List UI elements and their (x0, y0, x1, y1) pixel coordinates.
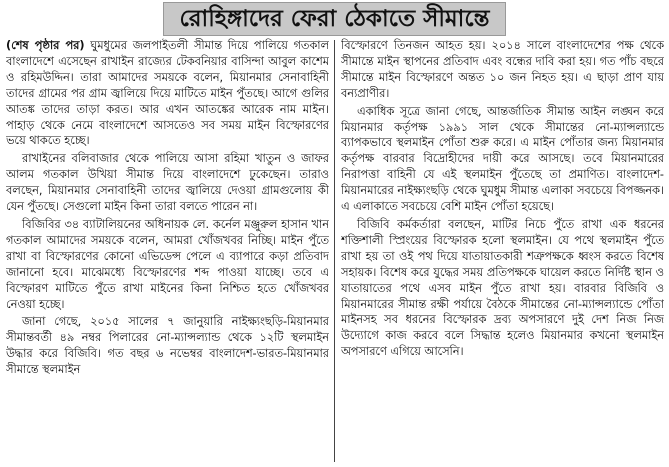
article-column-left (6, 38, 329, 463)
article-paragraph (6, 38, 329, 149)
headline: রোহিঙ্গাদের ফেরা ঠেকাতে সীমান্তে (163, 2, 507, 36)
article-paragraph: বিস্ফোরণে তিনজন আহত হয়। ২০১৪ সালে বাংলাদেশের পক্ষ থেকে সীমান্তে মাইন স্থাপনের প্রতিবাদ এবং বন্ধের দাবি করা হয়। গত পাঁচ বছরে সীমান্তে মাইন বিস্ফোরণে অন্তত ১০ জন নিহত হয়। এ ছাড়া প্রাণ যায় বন্যপ্রাণীর। (341, 39, 664, 100)
continuation-label: (শেষ পৃষ্ঠার পর) (6, 39, 85, 52)
paragraph-text: ঘুমধুমের জলপাইতলী সীমান্ত দিয়ে পালিয়ে গতকাল বাংলাদেশে এসেছেন রাখাইন রাজ্যের টেকবনিয়ার বাসিন্দা আবুল কাশেম ও রহিমউদ্দিন। তারা আমাদের সময়কে বলেন, মিয়ানমার সেনাবাহিনী তাদের গ্রামের পর গ্রাম জ্বালিয়ে দিয়ে মাটিতে মাইন পুঁতছে। আগে গুলির আতঙ্ক তাদের তাড়া করত। আর এখন আতঙ্কের আরেক নাম মাইন। পাহাড় থেকে নেমে বাংলাদেশে আসতেও সব সময় মাইন বিস্ফোরণের ভয়ে থাকতে হচ্ছে। (6, 39, 329, 148)
article-paragraph: বিজিবির ৩৪ ব্যাটালিয়নের অধিনায়ক লে. কর্নেল মঞ্জুরুল হাসান খান গতকাল আমাদের সময়কে বলেন, আমরা খোঁজখবর নিচ্ছি। মাইন পুঁতে রাখা বা বিস্ফোরণের কোনো এভিডেন্স পেলে এ ব্যাপারে কড়া প্রতিবাদ জানানো হবে। মাঝেমধ্যে বিস্ফোরণের শব্দ পাওয়া যাচ্ছে। তবে এ বিস্ফোরণ মাটিতে পুঁতে রাখা মাইনের কিনা নিশ্চিত হতে খোঁজখবর নেওয়া হচ্ছে। (6, 217, 329, 311)
article-column-right (341, 38, 664, 463)
headline-bar (0, 0, 669, 38)
column-divider (334, 40, 335, 462)
article-paragraph: জানা গেছে, ২০১৫ সালের ৭ জানুয়ারি নাইক্ষ্যংছড়ি-মিয়ানমার সীমান্তবর্তী ৪৯ নম্বর পিলারের নো-ম্যান্সল্যান্ড থেকে ১২টি স্থলমাইন উদ্ধার করে বিজিবি। গত বছর ৬ নভেম্বর বাংলাদেশ-ভারত-মিয়ানমার সীমান্তে স্থলমাইন (6, 315, 329, 377)
article-paragraph: রাখাইনের বলিবাজার থেকে পালিয়ে আসা রহিমা খাতুন ও জাফর আলম গতকাল উখিয়া সীমান্ত দিয়ে বাংলাদেশে ঢুকেছেন। তারাও বলছেন, মিয়ানমার সেনাবাহিনী তাদের জ্বালিয়ে দেওয়া গ্রামগুলোয় কী যেন পুঁতছে। সেগুলো মাইন কিনা তারা বলতে পারেন না। (6, 152, 329, 214)
article-paragraph: বিজিবি কর্মকর্তারা বলছেন, মাটির নিচে পুঁতে রাখা এক ধরনের শক্তিশালী স্প্রিংয়ের বিস্ফোরক হলো স্থলমাইন। যে পথে স্থলমাইন পুঁতে রাখা হয় তা ওই পথ দিয়ে যাতায়াতকারী শত্রুপক্ষকে ধ্বংস করতে বিশেষ সহায়ক। বিশেষ করে যুদ্ধের সময় প্রতিপক্ষকে ঘায়েল করতে নির্দিষ্ট স্থান ও যাতায়াতের পথে এসব মাইন পুঁতে রাখা হয়। বারবার বিজিবি ও মিয়ানমারের সীমান্ত রক্ষী পর্যায়ে বৈঠকে সীমান্তের নো-ম্যান্সল্যান্ডে পোঁতা মাইনসহ সব ধরনের বিস্ফোরক দ্রব্য অপসারণে দুই দেশ নিজ নিজ উদ্যোগে কাজ করবে বলে সিদ্ধান্ত হলেও মিয়ানমার কখনো স্থলমাইন অপসারণে এগিয়ে আসেনি। (341, 217, 664, 359)
article-paragraph: একাধিক সূত্রে জানা গেছে, আন্তর্জাতিক সীমান্ত আইন লঙ্ঘন করে মিয়ানমার কর্তৃপক্ষ ১৯৯১ সাল থেকে সীমান্তের নো-ম্যান্সল্যান্ডে ব্যাপকভাবে স্থলমাইন পোঁতা শুরু করে। এ মাইন পোঁতার জন্য মিয়ানমার কর্তৃপক্ষ বারবার বিদ্রোহীদের দায়ী করে আসছে। তবে মিয়ানমারের নিরাপত্তা বাহিনী যে এই স্থলমাইন পুঁতেছে তা প্রমাণিত। বাংলাদেশ-মিয়ানমারের নাইক্ষ্যংছড়ি থেকে ঘুমধুম সীমান্ত এলাকা সবচেয়ে বিপজ্জনক। এ এলাকাতে সবচেয়ে বেশি মাইন পোঁতা হয়েছে। (341, 104, 664, 214)
